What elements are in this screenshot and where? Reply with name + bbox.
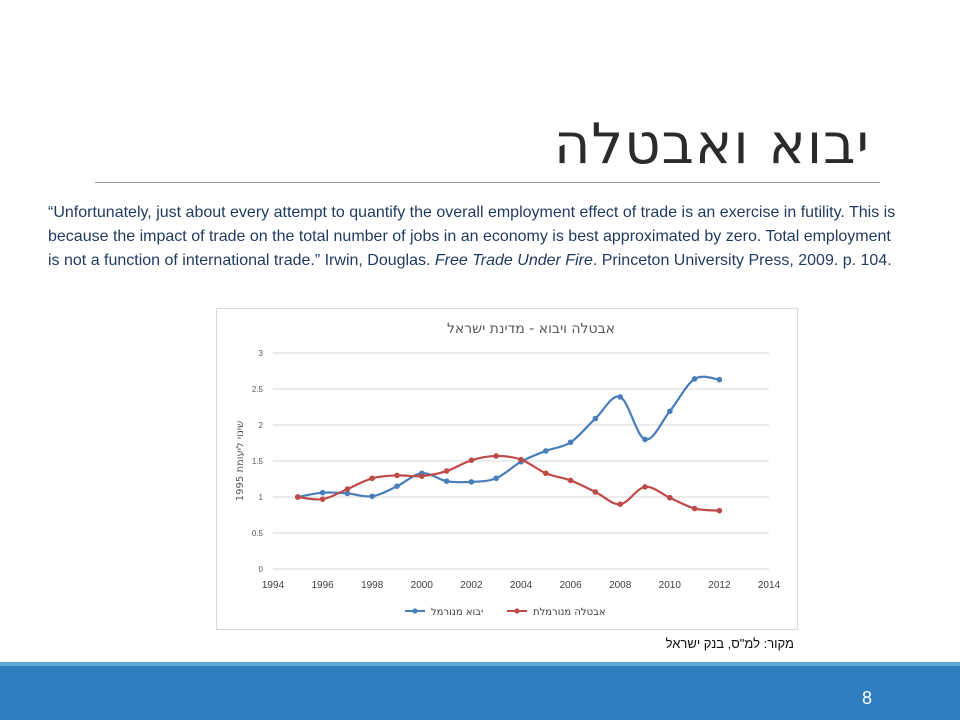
x-tick-label: 2000 (410, 580, 433, 591)
chart-container (216, 308, 798, 630)
page-number: 8 (861, 688, 872, 708)
data-point-unemployment (345, 486, 351, 492)
data-point-imports (493, 475, 499, 481)
quote-part-2: . Princeton University Press, 2009. p. 104. (592, 252, 892, 269)
legend-label: אבטלה מנורמלת (533, 607, 606, 618)
line-chart (217, 309, 797, 629)
series-line-unemployment (298, 456, 720, 511)
x-tick-label: 2004 (509, 580, 533, 591)
data-point-imports (394, 483, 400, 489)
series-line-imports (298, 377, 720, 497)
source-note: מקור: למ"ס, בנק ישראל (665, 636, 794, 651)
data-point-unemployment (295, 494, 301, 500)
data-point-unemployment (518, 457, 524, 463)
x-tick-label: 2006 (559, 580, 582, 591)
data-point-unemployment (568, 478, 574, 484)
x-tick-label: 1996 (311, 580, 334, 591)
x-tick-label: 2012 (708, 580, 731, 591)
title-divider (95, 182, 880, 183)
x-tick-label: 2010 (658, 580, 681, 591)
data-point-imports (543, 448, 549, 454)
y-tick-label: 2.5 (251, 385, 263, 394)
x-tick-label: 2014 (757, 580, 781, 591)
data-point-imports (593, 416, 599, 422)
quote-text (48, 201, 898, 273)
data-point-unemployment (444, 468, 450, 474)
data-point-unemployment (469, 457, 475, 463)
data-point-imports (717, 377, 723, 383)
y-tick-label: 3 (258, 349, 263, 358)
slide-title: יבוא ואבטלה (553, 112, 870, 177)
data-point-unemployment (717, 508, 723, 514)
data-point-unemployment (369, 475, 375, 481)
data-point-unemployment (394, 473, 400, 479)
x-tick-label: 2008 (609, 580, 632, 591)
data-point-unemployment (320, 496, 326, 502)
quote-book-title: Free Trade Under Fire (434, 252, 593, 269)
x-tick-label: 1998 (361, 580, 384, 591)
y-tick-label: 2 (258, 421, 263, 430)
data-point-unemployment (617, 501, 623, 507)
legend-marker (412, 608, 417, 613)
legend-marker (514, 608, 519, 613)
y-tick-label: 0.5 (251, 529, 263, 538)
y-tick-label: 1.5 (251, 457, 263, 466)
data-point-imports (667, 409, 673, 415)
data-point-imports (469, 479, 475, 485)
data-point-imports (617, 394, 623, 400)
data-point-imports (692, 376, 698, 382)
footer-bar (0, 666, 960, 720)
data-point-imports (568, 439, 574, 445)
data-point-imports (369, 493, 375, 499)
y-tick-label: 0 (258, 565, 263, 574)
data-point-unemployment (642, 484, 648, 490)
x-tick-label: 2002 (460, 580, 483, 591)
data-point-imports (642, 437, 648, 443)
quote-part-1: “Unfortunately, just about every attempt to quantify the overall employment effect of trade is an exercise in futility. This is because the impact of trade on the total number of jobs in an economy is best approximated by zero. Total employment is not a function of international trade.” Irwin, Douglas. (48, 204, 896, 269)
data-point-imports (444, 478, 450, 484)
legend-label: יבוא מנורמל (431, 607, 484, 618)
chart-title: אבטלה ויבוא - מדינת ישראל (446, 321, 616, 337)
x-tick-label: 1994 (261, 580, 285, 591)
data-point-unemployment (543, 470, 549, 476)
data-point-unemployment (419, 473, 425, 479)
y-tick-label: 1 (258, 493, 263, 502)
data-point-unemployment (593, 489, 599, 495)
data-point-unemployment (493, 453, 499, 459)
y-axis-label: שינוי ליעומת 1995 (235, 420, 246, 502)
data-point-unemployment (667, 495, 673, 501)
data-point-unemployment (692, 506, 698, 512)
data-point-imports (320, 490, 326, 496)
